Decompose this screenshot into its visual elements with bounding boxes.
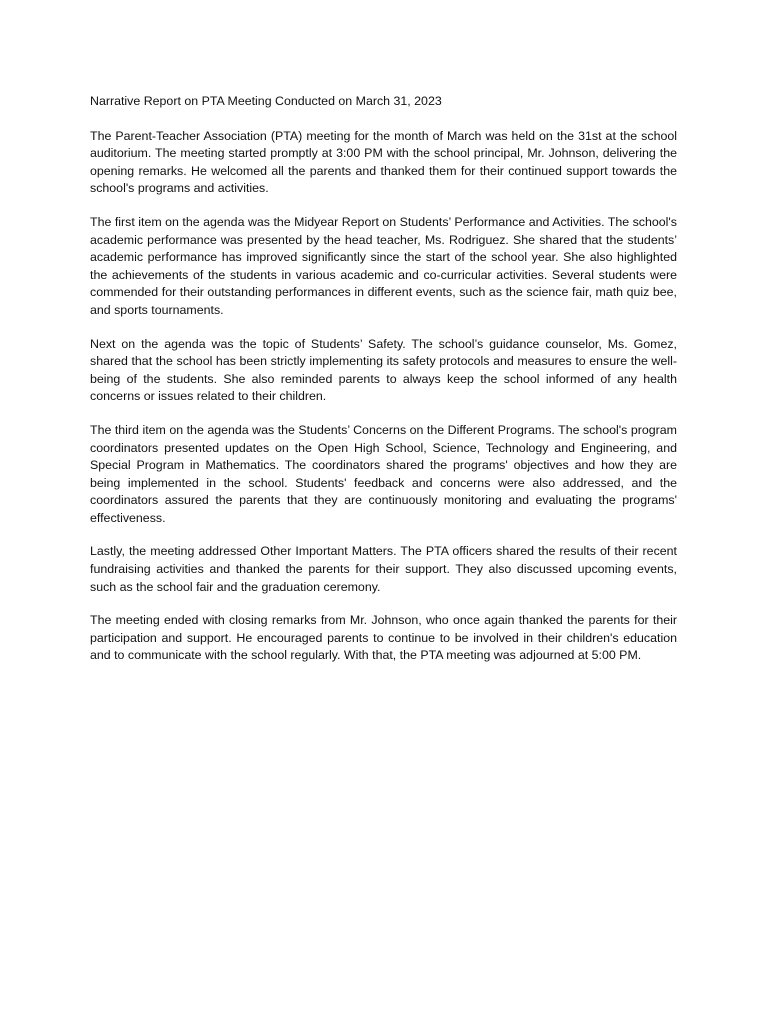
- paragraph-opening: The Parent-Teacher Association (PTA) meeting for the month of March was held on the 31st at the school auditorium. The meeting started promptly at 3:00 PM with the school principal, Mr. Johnson, delivering the opening remarks. He welcomed all the parents and thanked them for their continued support towards the school's programs and activities.: [90, 128, 677, 196]
- document-body: [90, 93, 677, 681]
- paragraph-closing: The meeting ended with closing remarks from Mr. Johnson, who once again thanked the parents for their participation and support. He encouraged parents to continue to be involved in their children's education and to communicate with the school regularly. With that, the PTA meeting was adjourned at 5:00 PM.: [90, 613, 677, 663]
- paragraph-students-safety: Next on the agenda was the topic of Students’ Safety. The school’s guidance counselor, Ms. Gomez, shared that the school has been strictly implementing its safety protocols and measures to ensure the well-being of the students. She also reminded parents to always keep the school informed of any health concerns or issues related to their children.: [90, 336, 677, 404]
- paragraph-midyear-report: The first item on the agenda was the Midyear Report on Students’ Performance and Activities. The school's academic performance was presented by the head teacher, Ms. Rodriguez. She shared that the students’ academic performance has improved significantly since the start of the school year. She also highlighted the achievements of the students in various academic and co-curricular activities. Several students were commended for their outstanding performances in different events, such as the science fair, math quiz bee, and sports tournaments.: [90, 214, 677, 317]
- paragraph-other-matters: Lastly, the meeting addressed Other Important Matters. The PTA officers shared the results of their recent fundraising activities and thanked the parents for their support. They also discussed upcoming events, such as the school fair and the graduation ceremony.: [90, 544, 677, 594]
- paragraph-program-concerns: The third item on the agenda was the Students’ Concerns on the Different Programs. The school's program coordinators presented updates on the Open High School, Science, Technology and Engineering, and Special Program in Mathematics. The coordinators shared the programs' objectives and how they are being implemented in the school. Students' feedback and concerns were also addressed, and the coordinators assured the parents that they are continuously monitoring and evaluating the programs' effectiveness.: [90, 422, 677, 525]
- document-title: Narrative Report on PTA Meeting Conducted on March 31, 2023: [90, 94, 442, 108]
